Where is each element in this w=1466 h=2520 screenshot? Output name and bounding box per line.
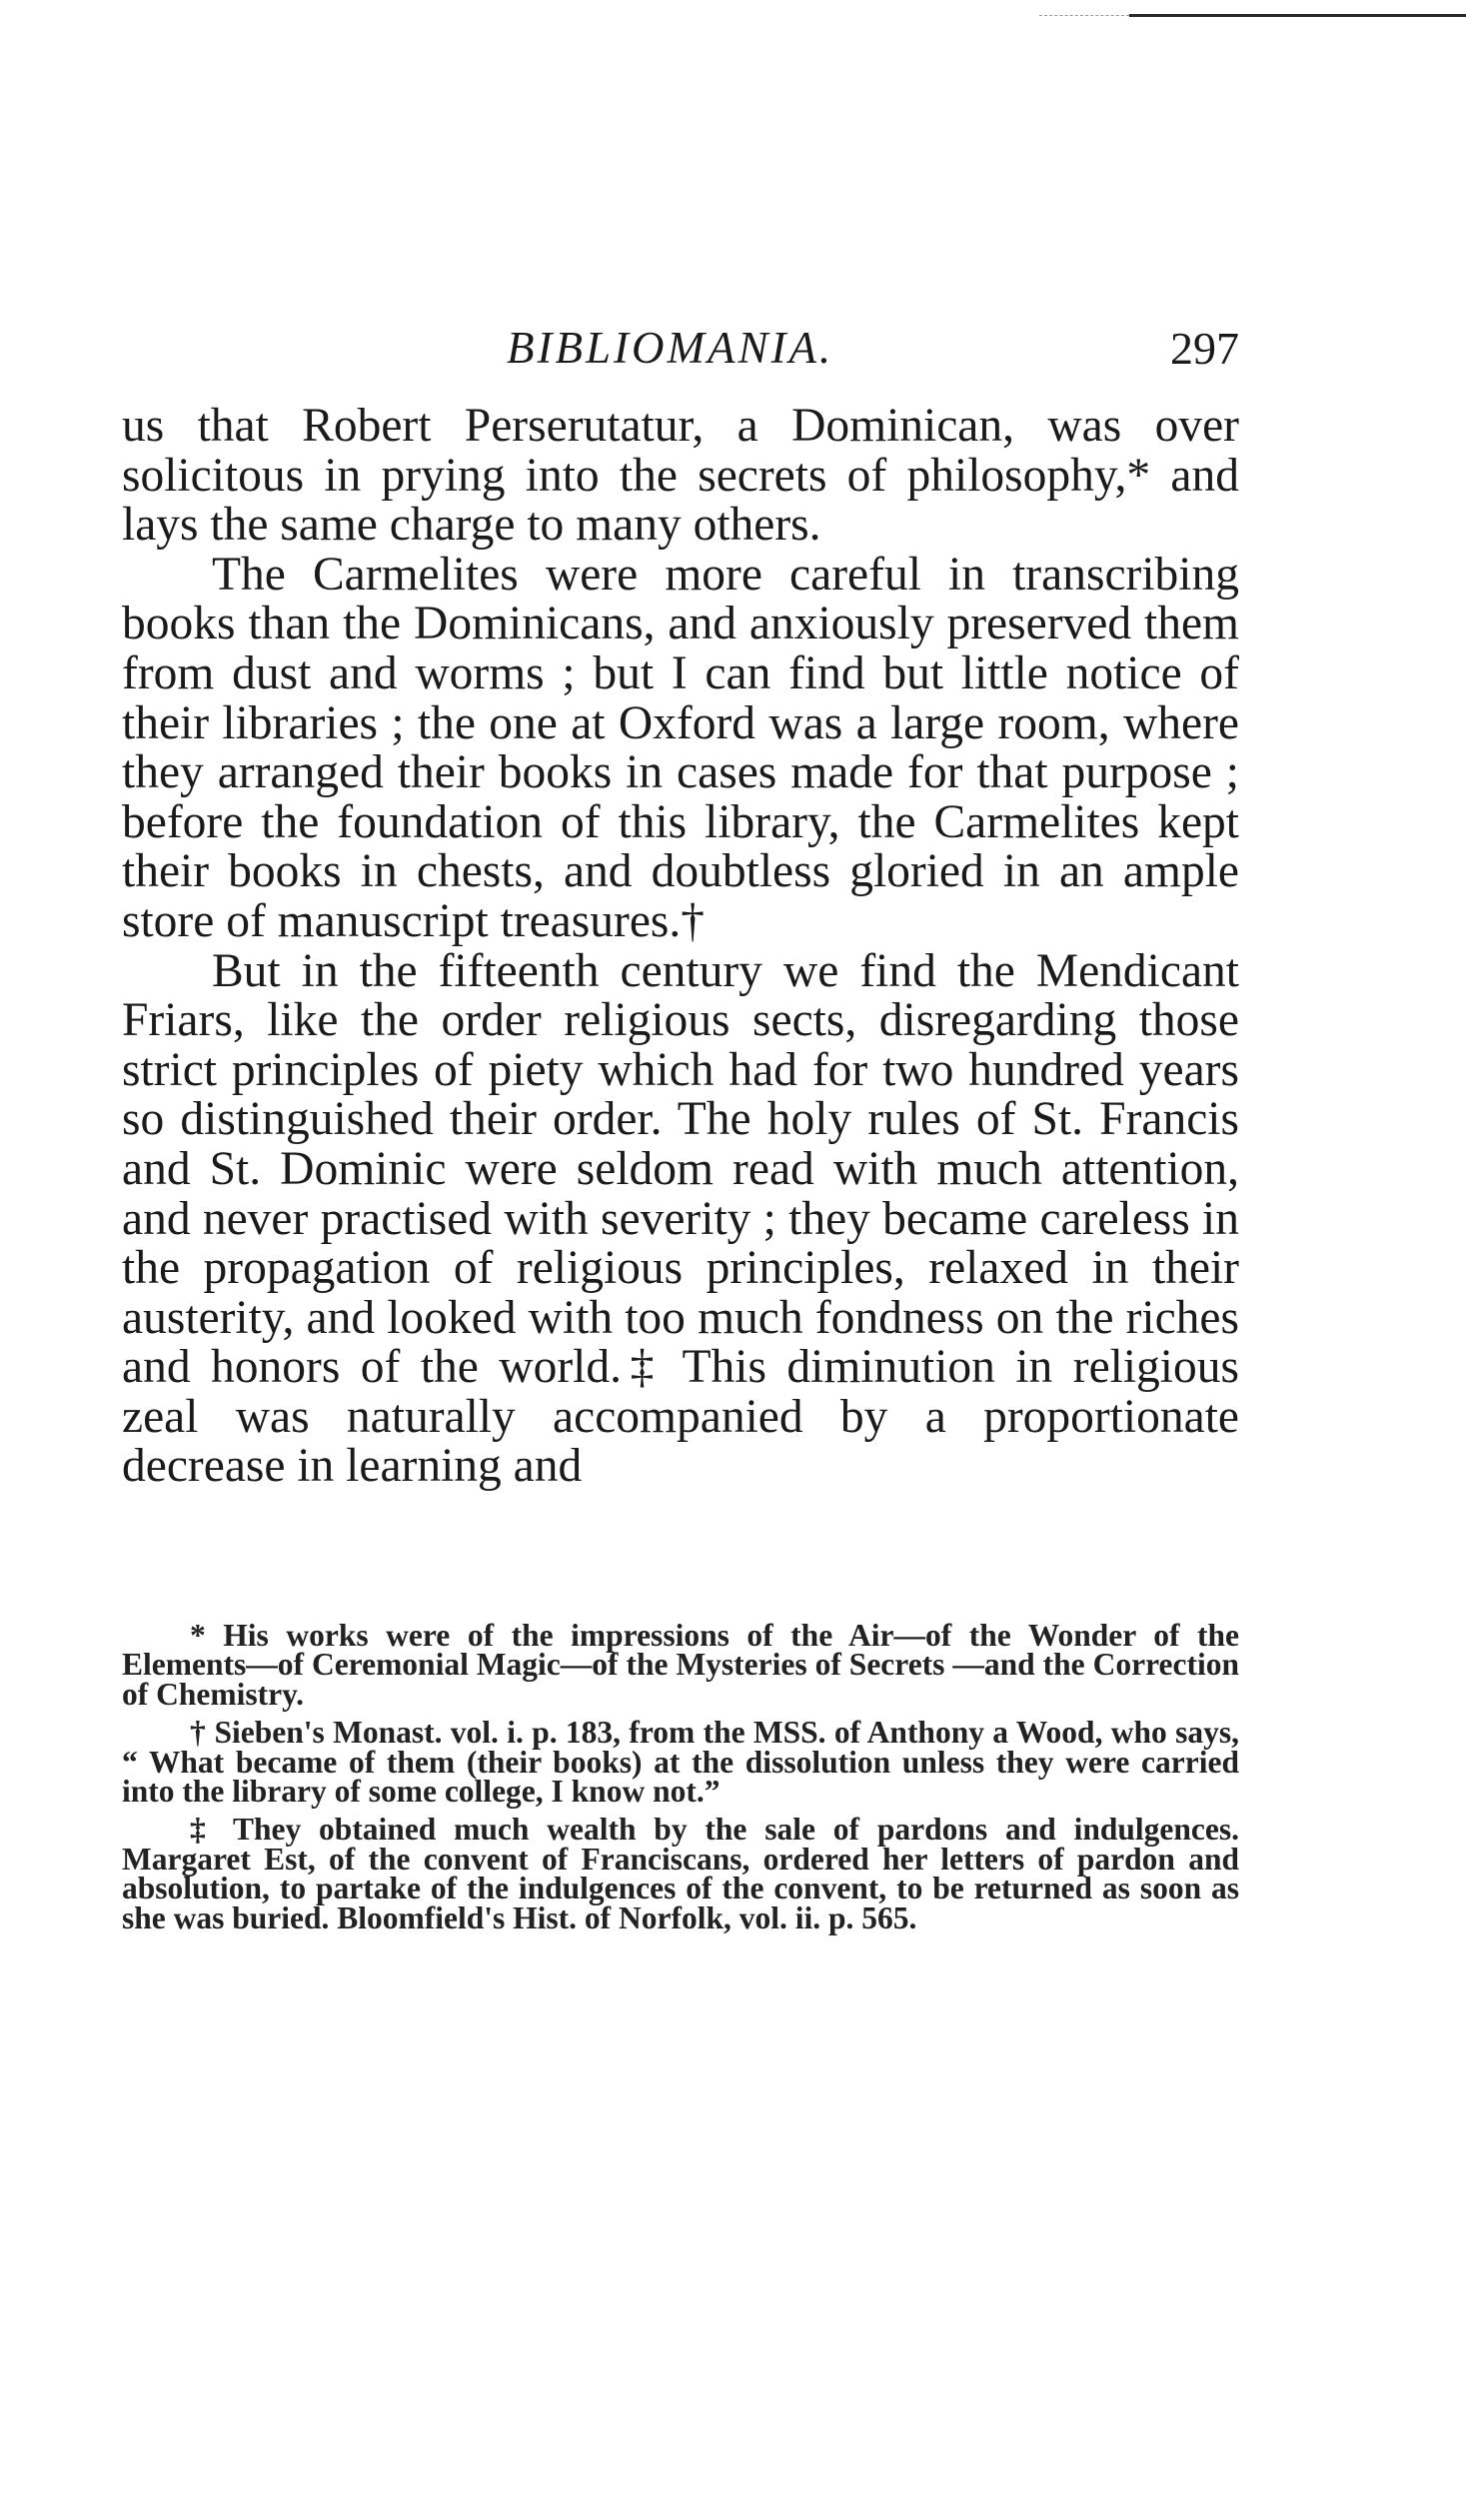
footnote-double-dagger: ‡ They obtained much wealth by the sale of pardons and indulgences. Margaret Est, of the convent of Franciscans, ordered her letters of pardon and absolution, to partake of the indulgences of the convent, to be returned as soon as she was buried. Bloomfield's Hist. of Norfolk, vol. ii. p. 565. bbox=[122, 1812, 1239, 1935]
main-text bbox=[122, 402, 1239, 1492]
page-number: 297 bbox=[1170, 323, 1239, 374]
scan-edge-mark bbox=[1039, 15, 1129, 16]
footnote-asterisk: * His works were of the impressions of the Air—of the Wonder of the Elements—of Ceremonial Magic—of the Mysteries of Secrets —and the Correction of Chemistry. bbox=[122, 1618, 1239, 1712]
paragraph-continued: us that Robert Perserutatur, a Dominican, was over solicitous in prying into the secrets of philosophy,* and lays the same charge to many others. bbox=[122, 400, 1239, 552]
running-title: BIBLIOMANIA. bbox=[507, 323, 834, 373]
footnotes bbox=[122, 1618, 1239, 1941]
running-head bbox=[122, 322, 1239, 382]
paragraph-carmelites: The Carmelites were more careful in transcribing books than the Dominicans, and anxiously preserved them from dust and worms ; but I can find but little notice of their libraries ; the one at Oxford was a large room, where they arranged their books in cases made for that purpose ; before the foundation of this library, the Carmelites kept their books in chests, and doubtless gloried in an ample store of manuscript treasures.† bbox=[122, 548, 1239, 947]
scan-edge-rule bbox=[1129, 14, 1466, 17]
paragraph-mendicant-friars: But in the fifteenth century we find the Mendicant Friars, like the order religious sects, disregarding those strict principles of piety which had for two hundred years so distinguished their order. The holy rules of St. Francis and St. Dominic were seldom read with much attention, and never practised with severity ; they became careless in the propagation of religious principles, relaxed in their austerity, and looked with too much fondness on the riches and honors of the world.‡ This diminution in religious zeal was naturally accompanied by a proportionate decrease in learning and bbox=[122, 944, 1239, 1493]
footnote-dagger: † Sieben's Monast. vol. i. p. 183, from the MSS. of Anthony a Wood, who says, “ What became of them (their books) at the dissolution unless they were carried into the library of some college, I know not.” bbox=[122, 1715, 1239, 1810]
